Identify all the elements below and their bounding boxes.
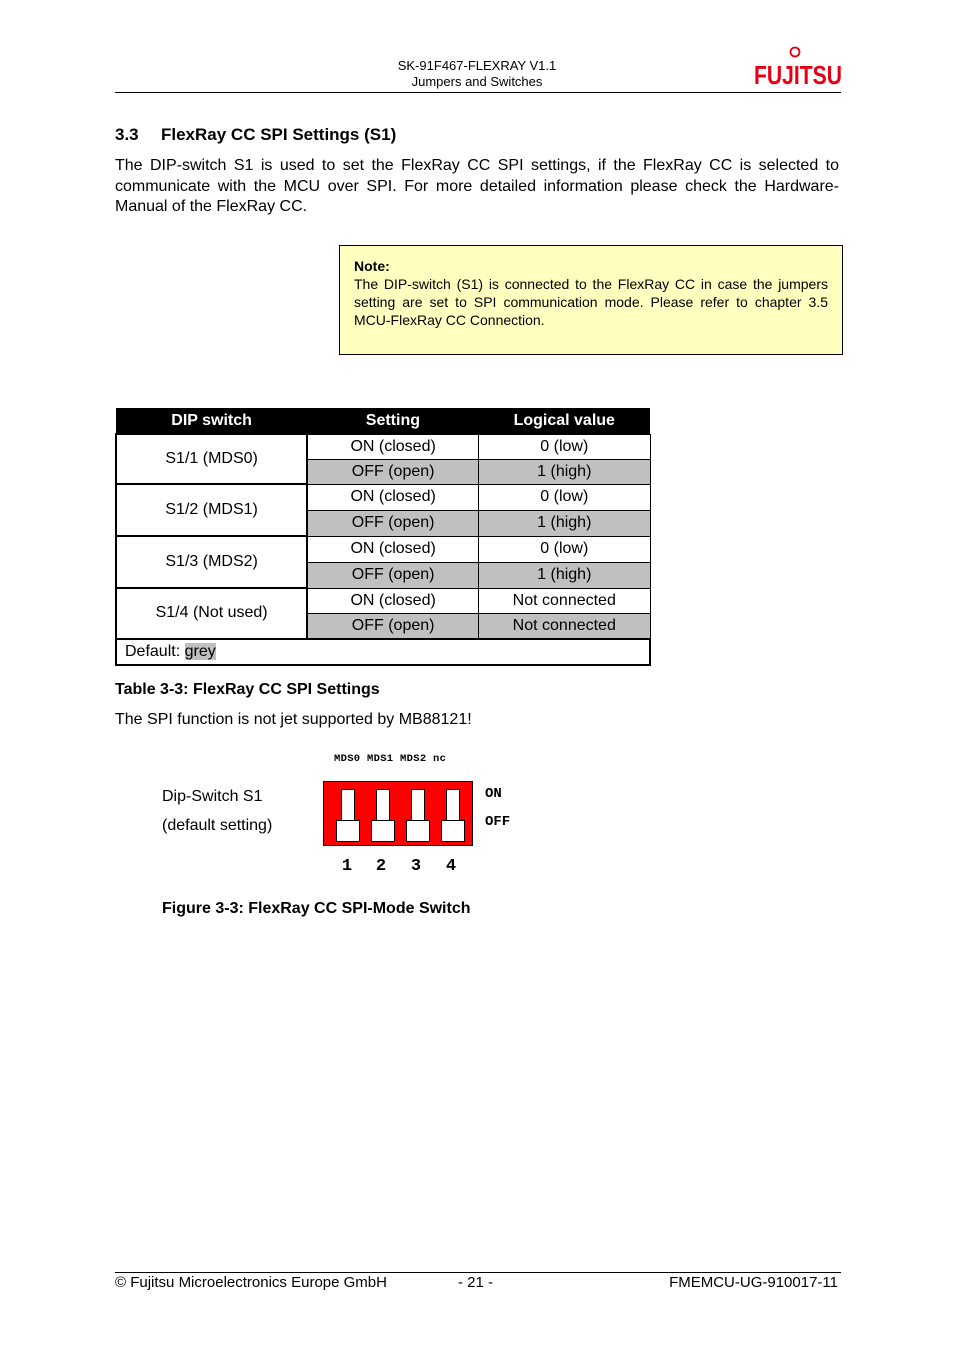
value-cell: 1 (high) (479, 510, 650, 536)
switch-off-label: OFF (485, 814, 511, 830)
switch-knob-2 (371, 820, 395, 842)
default-label: Default: (125, 642, 185, 660)
switch-slot-1 (341, 789, 355, 839)
header-setting: Setting (307, 408, 478, 434)
value-cell: 1 (high) (479, 459, 650, 484)
note-text: The DIP-switch (S1) is connected to the FlexRay CC in case the jumpers setting are set to SPI communication mode. Please refer to chapter 3.5 MCU-FlexRay CC Connection. (354, 276, 828, 328)
default-cell (116, 639, 650, 665)
setting-cell: OFF (open) (307, 562, 478, 588)
spi-settings-table (115, 408, 651, 666)
switch-number-4: 4 (445, 857, 457, 876)
switch-slot-4 (446, 789, 460, 839)
table-row (116, 588, 650, 613)
footer-doc-id: FMEMCU-UG-910017-11 (669, 1274, 838, 1291)
setting-cell: ON (closed) (307, 588, 478, 613)
switch-number-2: 2 (375, 857, 387, 876)
header-rule (115, 92, 841, 93)
setting-cell: OFF (open) (307, 459, 478, 484)
setting-cell: OFF (open) (307, 613, 478, 639)
header-logical-value: Logical value (479, 408, 650, 434)
switch-on-label: ON (485, 786, 502, 802)
value-cell: 0 (low) (479, 434, 650, 459)
table-row (116, 484, 650, 510)
setting-cell: ON (closed) (307, 434, 478, 459)
table-header-row (116, 408, 650, 434)
footer-rule (115, 1272, 841, 1273)
logo-wordmark: FUJITSU (754, 60, 842, 90)
fujitsu-logo (754, 44, 844, 90)
section-number: 3.3 (115, 125, 139, 144)
setting-cell: OFF (open) (307, 510, 478, 536)
switch-knob-3 (406, 820, 430, 842)
switch-slot-2 (376, 789, 390, 839)
switch-label-default: (default setting) (162, 817, 273, 834)
note-box (339, 245, 843, 355)
table-row (116, 434, 650, 459)
value-cell: Not connected (479, 588, 650, 613)
header-subtitle: Jumpers and Switches (411, 74, 543, 89)
intro-paragraph: The DIP-switch S1 is used to set the FlexRay CC SPI settings, if the FlexRay CC is selected to communicate with the MCU over SPI. For more detailed information please check the Hardware-Manual of the FlexRay CC. (115, 157, 839, 215)
dip-switch-cell: S1/3 (MDS2) (116, 536, 307, 588)
table-caption: Table 3-3: FlexRay CC SPI Settings (115, 681, 380, 698)
switch-number-1: 1 (341, 857, 353, 876)
table-default-row (116, 639, 650, 665)
note-title: Note: (354, 258, 390, 274)
dip-switch-cell: S1/4 (Not used) (116, 588, 307, 639)
dip-switch-cell: S1/1 (MDS0) (116, 434, 307, 484)
switch-slot-3 (411, 789, 425, 839)
switch-pin-labels: MDS0 MDS1 MDS2 nc (334, 753, 447, 765)
setting-cell: ON (closed) (307, 484, 478, 510)
value-cell: 0 (low) (479, 484, 650, 510)
spi-support-note: The SPI function is not jet supported by MB88121! (115, 711, 472, 728)
value-cell: Not connected (479, 613, 650, 639)
header-dip-switch: DIP switch (116, 408, 307, 434)
value-cell: 1 (high) (479, 562, 650, 588)
section-heading (115, 124, 396, 146)
switch-label-name: Dip-Switch S1 (162, 788, 263, 805)
dip-switch-body (323, 781, 473, 846)
header-title: SK-91F467-FLEXRAY V1.1 (397, 58, 557, 73)
figure-caption: Figure 3-3: FlexRay CC SPI-Mode Switch (162, 900, 471, 917)
section-title: FlexRay CC SPI Settings (S1) (161, 125, 397, 144)
footer-copyright: © Fujitsu Microelectronics Europe GmbH (115, 1274, 387, 1291)
table-row (116, 536, 650, 562)
setting-cell: ON (closed) (307, 536, 478, 562)
dip-switch-cell: S1/2 (MDS1) (116, 484, 307, 536)
default-value: grey (184, 642, 216, 660)
switch-number-3: 3 (410, 857, 422, 876)
switch-knob-4 (441, 820, 465, 842)
footer-page-number: - 21 - (458, 1274, 494, 1291)
switch-knob-1 (336, 820, 360, 842)
value-cell: 0 (low) (479, 536, 650, 562)
